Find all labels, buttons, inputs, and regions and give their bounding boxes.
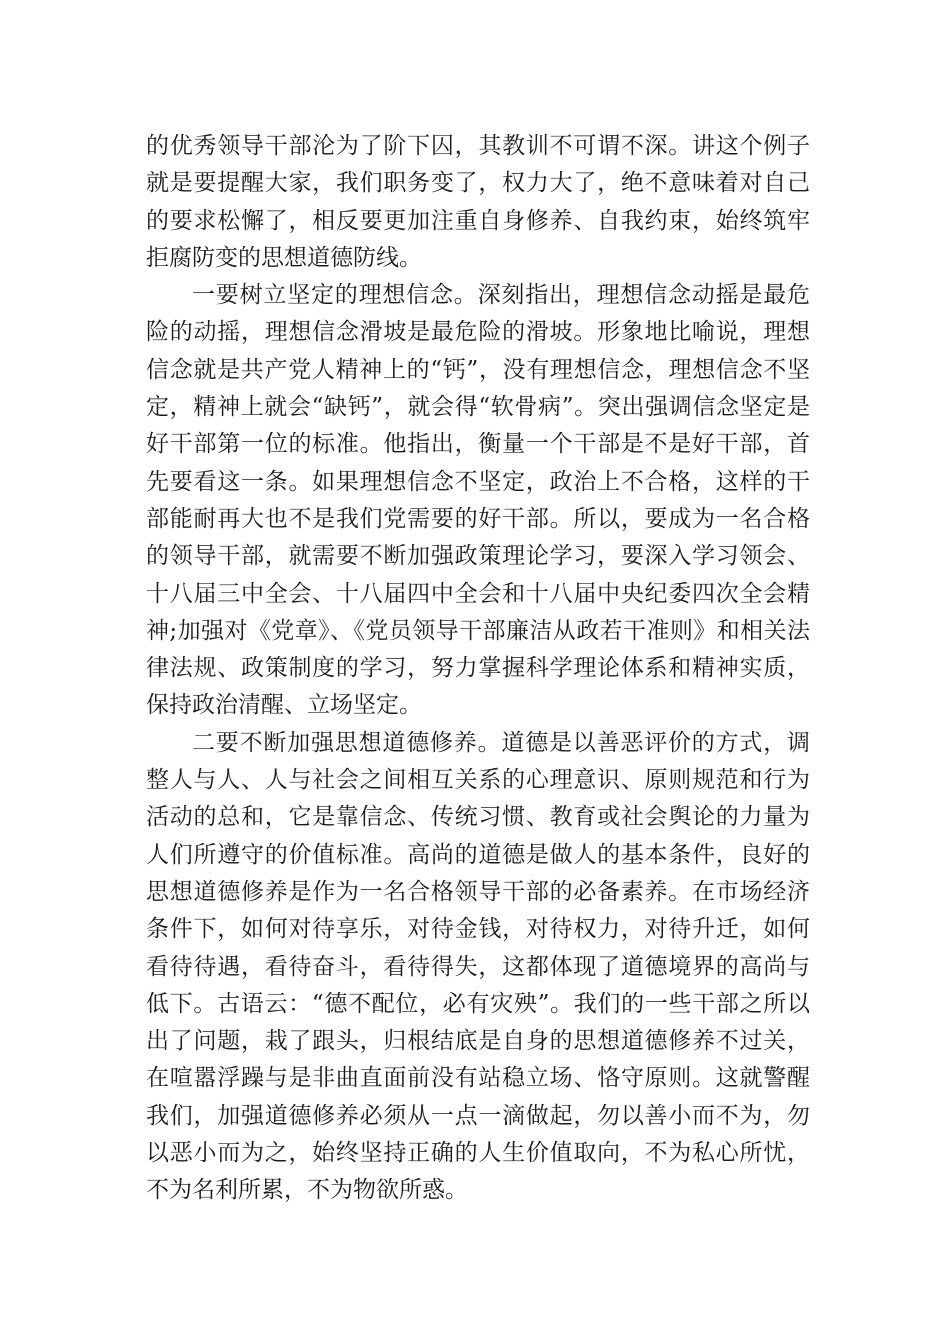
- paragraph-continuation: 的优秀领导干部沦为了阶下囚，其教训不可谓不深。讲这个例子就是要提醒大家，我们职务变了，权力大了，绝不意味着对自己的要求松懈了，相反要更加注重自身修养、自我约束，始终筑牢拒腐防变的思想道德防线。: [146, 133, 810, 271]
- paragraph-moral-cultivation: 二要不断加强思想道德修养。道德是以善恶评价的方式，调整人与人、人与社会之间相互关系的心理意识、原则规范和行为活动的总和，它是靠信念、传统习惯、教育或社会舆论的力量为人们所遵守的价值标准。高尚的道德是做人的基本条件，良好的思想道德修养是作为一名合格领导干部的必备素养。在市场经济条件下，如何对待享乐，对待金钱，对待权力，对待升迁，如何看待待遇，看待奋斗，看待得失，这都体现了道德境界的高尚与低下。古语云：“德不配位，必有灾殃”。我们的一些干部之所以出了问题，栽了跟头，归根结底是自身的思想道德修养不过关，在喧嚣浮躁与是非曲直面前没有站稳立场、恪守原则。这就警醒我们，加强道德修养必须从一点一滴做起，勿以善小而不为，勿以恶小而为之，始终坚持正确的人生价值取向，不为私心所忧，不为名利所累，不为物欲所惑。: [146, 729, 810, 1204]
- document-body: [146, 128, 810, 1210]
- paragraph-ideals-beliefs: 一要树立坚定的理想信念。深刻指出，理想信念动摇是最危险的动摇，理想信念滑坡是最危险的滑坡。形象地比喻说，理想信念就是共产党人精神上的“钙”，没有理想信念，理想信念不坚定，精神上就会“缺钙”，就会得“软骨病”。突出强调信念坚定是好干部第一位的标准。他指出，衡量一个干部是不是好干部，首先要看这一条。如果理想信念不坚定，政治上不合格，这样的干部能耐再大也不是我们党需要的好干部。所以，要成为一名合格的领导干部，就需要不断加强政策理论学习，要深入学习领会、十八届三中全会、十八届四中全会和十八届中央纪委四次全会精神;加强对《党章》、《党员领导干部廉洁从政若干准则》和相关法律法规、政策制度的学习，努力掌握科学理论体系和精神实质，保持政治清醒、立场坚定。: [146, 282, 810, 719]
